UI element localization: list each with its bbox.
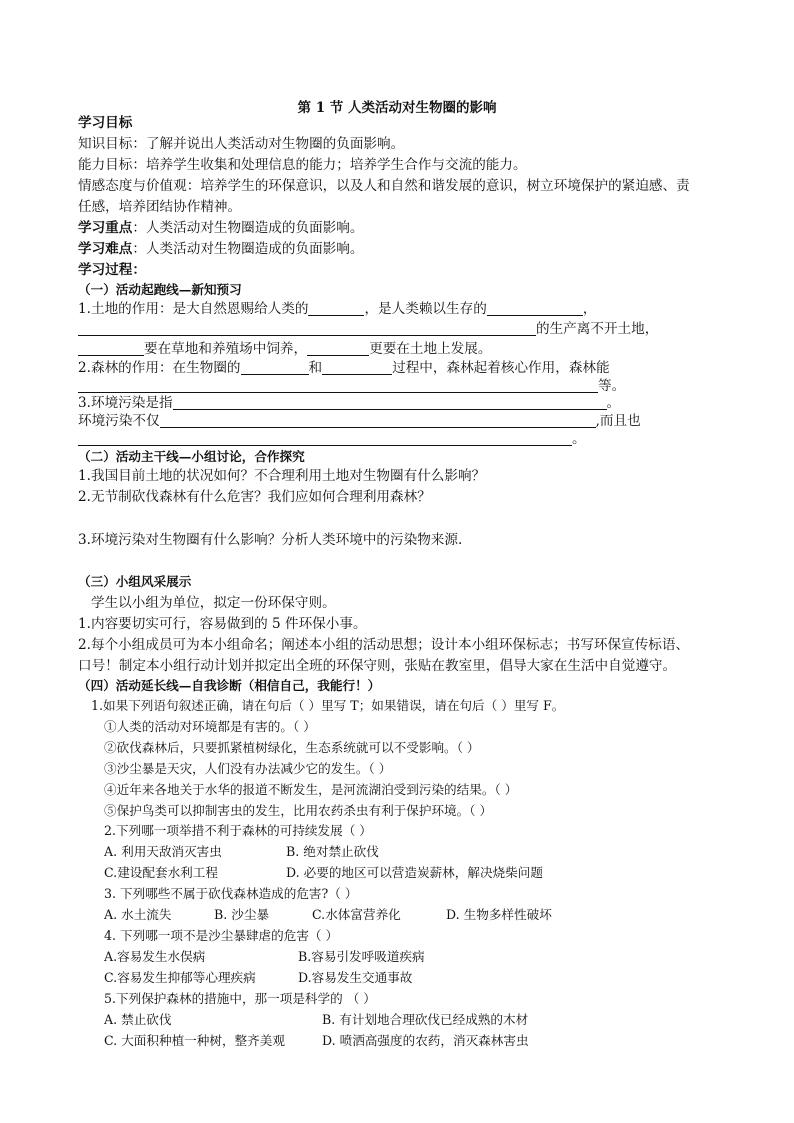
mc4-question: 4. 下列哪一项不是沙尘暴肆虐的危害（ ） xyxy=(104,928,339,943)
s1-q1-text-b: ，是人类赖以生存的 xyxy=(364,301,487,317)
s1-q1-text-f: 更要在土地上发展。 xyxy=(369,341,492,357)
answer-blank[interactable] xyxy=(78,378,598,393)
s1-q1-line1 xyxy=(78,300,596,318)
mc3-question: 3. 下列哪些不属于砍伐森林造成的危害?（ ） xyxy=(104,886,358,901)
s1-q3-text-a: 3.环境污染是指 xyxy=(78,395,173,411)
process-heading: 学习过程： xyxy=(78,262,146,278)
knowledge-objective: 知识目标：了解并说出人类活动对生物圈的负面影响。 xyxy=(78,136,405,152)
s3-item-2-line2: 口号！制定本小组行动计划并拟定出全班的环保守则，张贴在教室里，倡导大家在生活中自觉遵守。 xyxy=(78,658,677,674)
tf-item-1: ①人类的活动对环境都是有害的。（ ） xyxy=(104,719,316,734)
s1-q3-text-d: ,而且也 xyxy=(595,413,641,429)
mc2-option-c: C.建设配套水利工程 xyxy=(104,865,218,880)
mc2-question: 2.下列哪一项举措不利于森林的可持续发展（ ） xyxy=(104,823,372,838)
s1-q2-text-c: 过程中，森林起着核心作用，森林能 xyxy=(392,360,610,376)
s1-q3-text-b: 。 xyxy=(606,395,621,411)
mc2-option-b: B. 绝对禁止砍伐 xyxy=(286,844,379,859)
page-title: 第 1 节 人类活动对生物圈的影响 xyxy=(297,100,497,116)
s1-q1-text-a: 1.土地的作用：是大自然恩赐给人类的 xyxy=(78,301,309,317)
section2-heading: （二）活动主干线—小组讨论，合作探究 xyxy=(78,449,305,464)
s1-q3-line3 xyxy=(78,430,586,448)
tf-item-5: ⑤保护鸟类可以抑制害虫的发生，比用农药杀虫有利于保护环境。（ ） xyxy=(104,803,493,818)
mc5-option-c: C. 大面积种植一种树，整齐美观 xyxy=(104,1033,285,1048)
tf-item-4: ④近年来各地关于水华的报道不断发生，是河流湖泊受到污染的结果。（ ） xyxy=(104,782,518,797)
s1-q3-line1 xyxy=(78,394,620,412)
s1-q2-line2 xyxy=(78,377,625,395)
s1-q2-text-b: 和 xyxy=(308,360,323,376)
ability-objective: 能力目标：培养学生收集和处理信息的能力；培养学生合作与交流的能力。 xyxy=(78,157,527,173)
emotion-objective-line2: 任感，培养团结协作精神。 xyxy=(78,199,242,215)
section1-heading: （一）活动起跑线—新知预习 xyxy=(78,282,242,297)
s1-q3-text-c: 环境污染不仅 xyxy=(78,413,160,429)
answer-blank[interactable] xyxy=(307,341,369,356)
tf-item-2: ②砍伐森林后，只要抓紧植树绿化，生态系统就可以不受影响。（ ） xyxy=(104,740,480,755)
tf-intro: 1.如果下列语句叙述正确，请在句后（ ）里写 T；如果错误，请在句后（ ）里写 F。 xyxy=(91,698,565,713)
answer-blank[interactable] xyxy=(78,321,536,336)
difficult-point-text: ：人类活动对生物圈造成的负面影响。 xyxy=(132,241,364,257)
s2-question-2: 2.无节制砍伐森林有什么危害？我们应如何合理利用森林？ xyxy=(78,489,431,505)
s1-q3-line2 xyxy=(78,412,641,430)
mc4-option-a: A.容易发生水俣病 xyxy=(104,949,206,964)
answer-blank[interactable] xyxy=(241,360,309,375)
s1-q1-line2 xyxy=(78,320,658,338)
mc2-option-d: D. 必要的地区可以营造炭薪林，解决烧柴问题 xyxy=(286,865,543,880)
difficult-point-label: 学习难点 xyxy=(78,241,133,257)
difficult-point xyxy=(78,240,363,258)
mc4-option-b: B.容易引发呼吸道疾病 xyxy=(298,949,425,964)
answer-blank[interactable] xyxy=(322,360,392,375)
s3-item-1: 1.内容要切实可行，容易做到的 5 件环保小事。 xyxy=(78,616,367,632)
s1-q2-line1 xyxy=(78,359,610,377)
key-point-text: ：人类活动对生物圈造成的负面影响。 xyxy=(132,220,364,236)
mc3-option-d: D. 生物多样性破坏 xyxy=(446,907,552,922)
answer-blank[interactable] xyxy=(78,431,572,446)
s3-item-2-line1: 2.每个小组成员可为本小组命名；阐述本小组的活动思想；设计本小组环保标志；书写环保宣传标语、 xyxy=(78,637,690,653)
mc5-option-a: A. 禁止砍伐 xyxy=(104,1012,172,1027)
s1-q1-text-e: 要在草地和养殖场中饲养， xyxy=(144,341,308,357)
answer-blank[interactable] xyxy=(173,395,607,410)
mc3-option-c: C.水体富营养化 xyxy=(312,907,401,922)
mc5-option-b: B. 有计划地合理砍伐已经成熟的木材 xyxy=(322,1012,529,1027)
s1-q2-text-a: 2.森林的作用：在生物圈的 xyxy=(78,360,241,376)
key-point-label: 学习重点 xyxy=(78,220,133,236)
mc3-option-a: A. 水土流失 xyxy=(104,907,172,922)
mc5-question: 5.下列保护森林的措施中，那一项是科学的 （ ） xyxy=(104,991,376,1006)
s2-question-3: 3.环境污染对生物圈有什么影响？分析人类环境中的污染物来源. xyxy=(78,532,463,548)
s1-q1-text-c: ， xyxy=(582,301,597,317)
mc3-option-b: B. 沙尘暴 xyxy=(214,907,270,922)
mc4-option-c: C.容易发生抑郁等心理疾病 xyxy=(104,970,256,985)
mc4-option-d: D.容易发生交通事故 xyxy=(298,970,413,985)
s1-q1-text-d: 的生产离不开土地， xyxy=(536,321,659,337)
answer-blank[interactable] xyxy=(160,413,596,428)
mc2-option-a: A. 利用天敌消灭害虫 xyxy=(104,844,222,859)
answer-blank[interactable] xyxy=(308,301,364,316)
s1-q1-line3 xyxy=(78,340,491,358)
objectives-heading: 学习目标 xyxy=(78,115,133,131)
answer-blank[interactable] xyxy=(78,341,144,356)
tf-item-3: ③沙尘暴是天灾，人们没有办法减少它的发生。（ ） xyxy=(104,761,392,776)
s1-q3-text-e: 。 xyxy=(572,431,586,447)
s1-q2-text-d: 等。 xyxy=(598,378,626,394)
key-point xyxy=(78,219,363,237)
emotion-objective-line1: 情感态度与价值观：培养学生的环保意识，以及人和自然和谐发展的意识，树立环境保护的紧迫感、责 xyxy=(78,178,690,194)
section3-heading: （三）小组风采展示 xyxy=(78,574,192,589)
section4-heading: （四）活动延长线—自我诊断（相信自己，我能行！） xyxy=(78,678,381,693)
answer-blank[interactable] xyxy=(487,301,583,316)
mc5-option-d: D. 喷洒高强度的农药，消灭森林害虫 xyxy=(322,1033,529,1048)
s2-question-1: 1.我国目前土地的状况如何？不合理利用土地对生物圈有什么影响？ xyxy=(78,468,486,484)
s3-intro: 学生以小组为单位，拟定一份环保守则。 xyxy=(91,595,336,611)
